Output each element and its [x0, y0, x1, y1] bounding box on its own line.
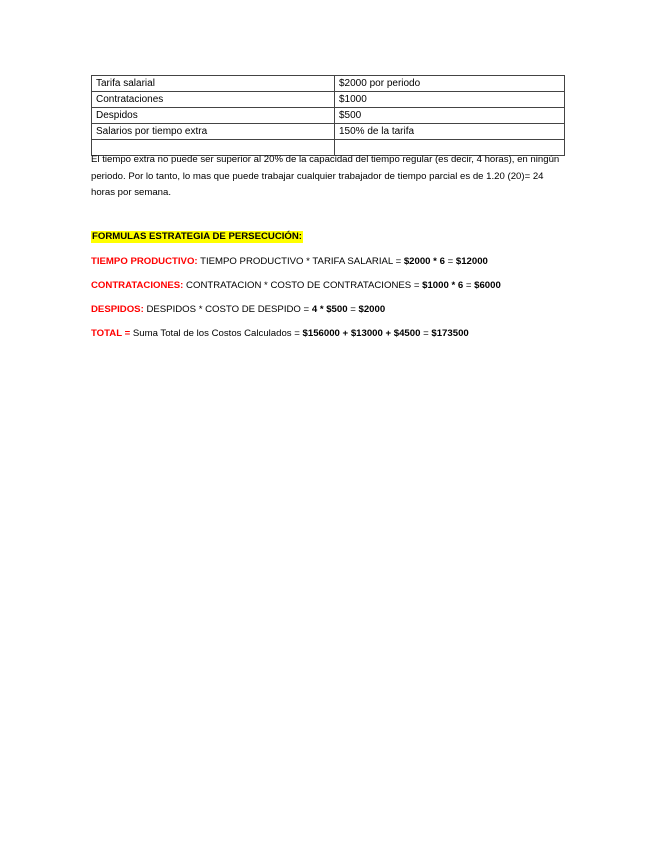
- formula-result: $2000: [358, 304, 386, 315]
- table-row: [92, 108, 565, 124]
- table-cell-label: Tarifa salarial: [92, 76, 335, 92]
- table-cell-label: Despidos: [92, 108, 335, 124]
- formula-label: DESPIDOS:: [91, 304, 144, 315]
- formula-text: DESPIDOS * COSTO DE DESPIDO =: [143, 304, 312, 315]
- formula-label: TIEMPO PRODUCTIVO:: [91, 256, 198, 267]
- table-cell-value: 150% de la tarifa: [335, 124, 565, 140]
- table-row: [92, 124, 565, 140]
- formula-result: $173500: [431, 328, 469, 339]
- formula-calc: $1000 * 6: [422, 280, 464, 291]
- overtime-note-paragraph: El tiempo extra no puede ser superior al 20% de la capacidad del tiempo regular (es decir, 4 horas), en ningún periodo. Por lo tanto, lo mas que puede trabajar cualquier trabajador de tiempo parcial es de 1.20 (20)= 24 horas por semana.: [91, 154, 560, 198]
- formula-label: TOTAL =: [91, 328, 131, 339]
- formula-text: CONTRATACION * COSTO DE CONTRATACIONES =: [183, 280, 423, 291]
- formula-calc: 4 * $500: [311, 304, 348, 315]
- formula-tiempo-productivo: [91, 256, 488, 268]
- formula-despidos: [91, 304, 385, 316]
- table-cell-label: Contrataciones: [92, 92, 335, 108]
- formula-text: TIEMPO PRODUCTIVO * TARIFA SALARIAL =: [197, 256, 404, 267]
- table-cell-label: Salarios por tiempo extra: [92, 124, 335, 140]
- table-cell-value: $2000 por periodo: [335, 76, 565, 92]
- formula-contrataciones: [91, 280, 501, 292]
- table-cell-value: $1000: [335, 92, 565, 108]
- table-cell-value: $500: [335, 108, 565, 124]
- formula-result: $12000: [455, 256, 488, 267]
- table-row: [92, 76, 565, 92]
- formula-text: Suma Total de los Costos Calculados =: [130, 328, 303, 339]
- cost-parameters-table: [91, 75, 565, 156]
- formula-equals: =: [444, 256, 456, 267]
- formula-calc: $156000 + $13000 + $4500: [302, 328, 421, 339]
- formula-label: CONTRATACIONES:: [91, 280, 184, 291]
- formula-equals: =: [347, 304, 359, 315]
- table-row: [92, 92, 565, 108]
- formulas-heading: FORMULAS ESTRATEGIA DE PERSECUCIÓN:: [92, 231, 303, 242]
- formula-result: $6000: [474, 280, 501, 291]
- formula-equals: =: [420, 328, 432, 339]
- formula-equals: =: [463, 280, 475, 291]
- formula-calc: $2000 * 6: [403, 256, 445, 267]
- formula-total: [91, 328, 469, 340]
